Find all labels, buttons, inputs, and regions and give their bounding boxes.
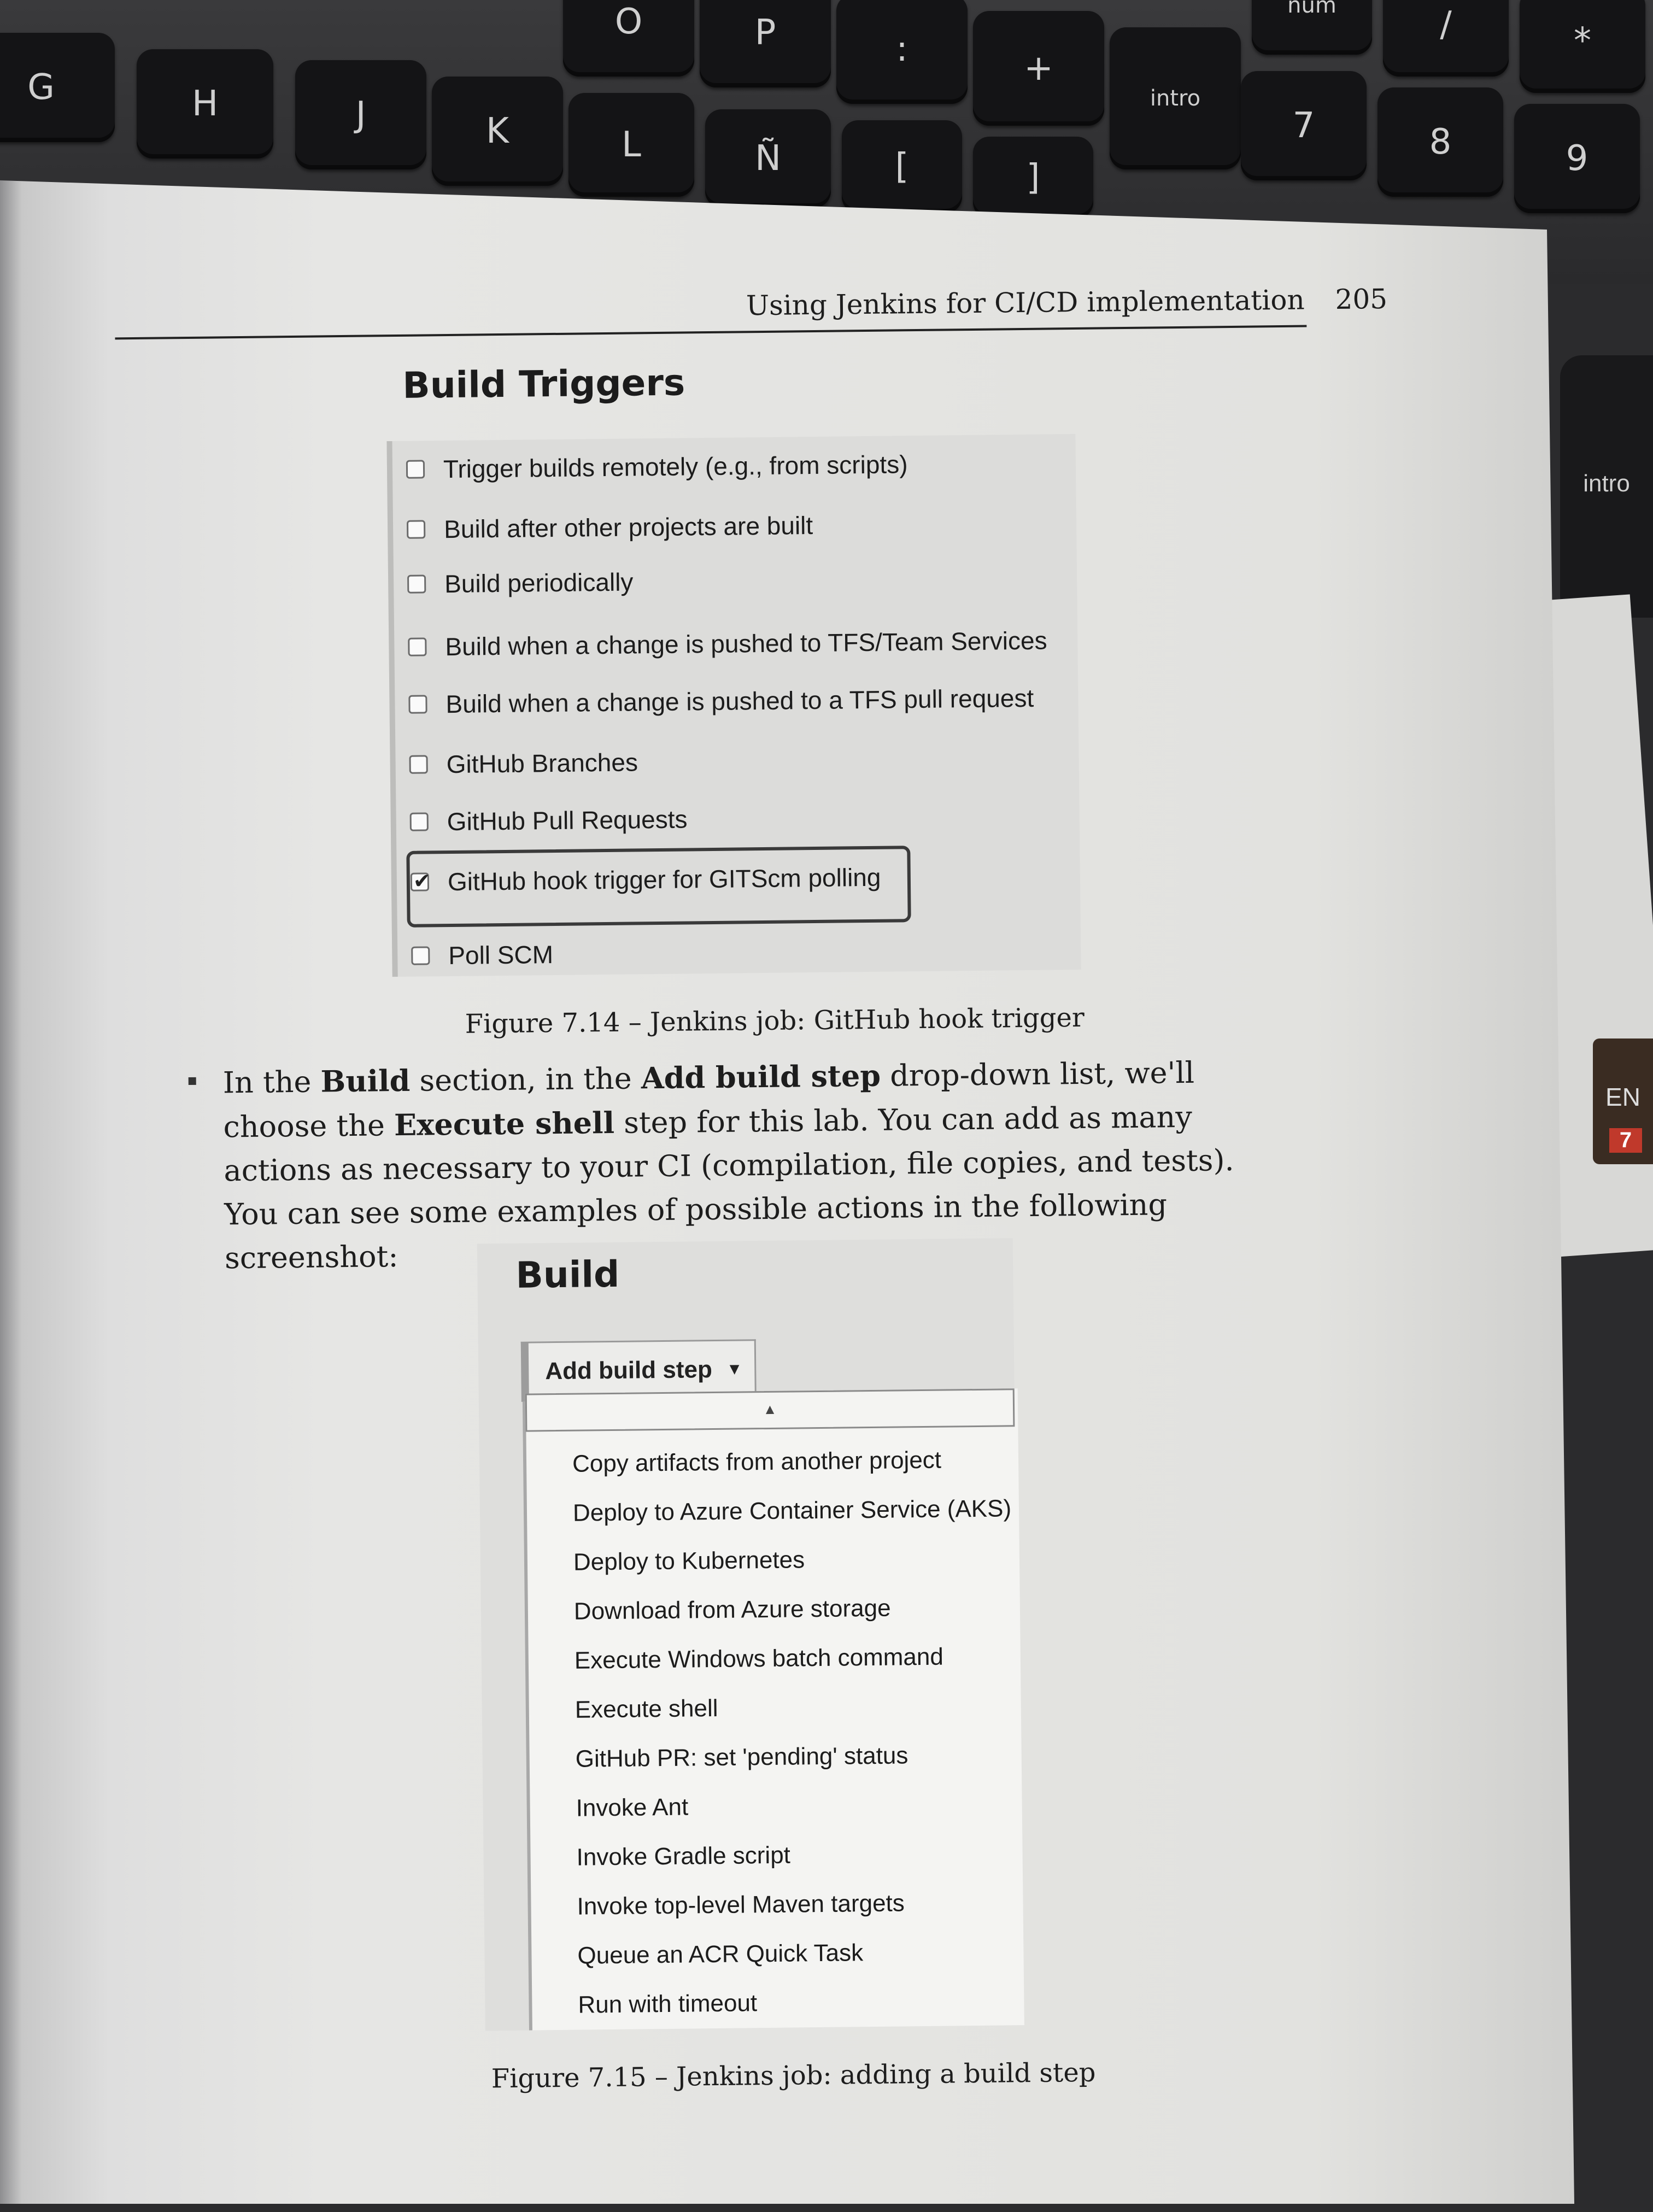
checkbox-icon[interactable] [408,695,427,713]
build-heading: Build [515,1253,620,1296]
key-9: 9 [1514,104,1640,213]
key-intro: intro [1110,27,1241,169]
build-triggers-heading: Build Triggers [402,361,685,407]
highlight-box [406,846,911,928]
key-n-tilde: Ñ [705,109,831,208]
trigger-option[interactable]: Build after other projects are built [407,511,813,544]
checkbox-icon[interactable] [409,755,427,773]
figure-caption-7-14: Figure 7.14 – Jenkins job: GitHub hook trigger [465,1002,1085,1040]
scroll-up-icon: ▲ [763,1400,777,1418]
trigger-option[interactable]: GitHub Branches [409,747,638,779]
key-7: 7 [1241,71,1367,180]
header-rule [115,325,1306,340]
menu-item-execute-shell[interactable]: Execute shell [575,1694,718,1723]
trigger-option[interactable]: Build when a change is pushed to TFS/Team Services [408,626,1047,662]
checkbox-icon[interactable] [407,520,425,538]
menu-item[interactable]: Queue an ACR Quick Task [577,1939,864,1969]
body-paragraph: In the Build section, in the Add build step drop-down list, we'll choose the Execute shell step for this lab. You can add as many actions as necessary to your CI (compilation, file copies, and tests). You can see some examples of possible actions in the following screenshot: [222,1055,1234,1276]
trigger-option[interactable]: Poll SCM [411,940,553,971]
menu-item[interactable]: Invoke Ant [576,1793,689,1822]
key-h: H [137,49,273,159]
menu-item[interactable]: Invoke Gradle script [576,1841,791,1871]
trigger-option[interactable]: Build periodically [407,567,634,599]
key-plus: + [973,11,1104,126]
page-number: 205 [1335,283,1388,316]
menu-item[interactable]: Run with timeout [578,1990,758,2019]
key-j: J [295,60,426,169]
trigger-option[interactable]: GitHub Pull Requests [409,804,687,836]
trigger-option[interactable]: Trigger builds remotely (e.g., from scripts) [406,449,908,484]
key-p: P [700,0,831,87]
key-k: K [432,77,563,186]
key-num: num [1252,0,1372,55]
menu-item[interactable]: Deploy to Kubernetes [573,1546,805,1576]
menu-item[interactable]: GitHub PR: set 'pending' status [575,1742,908,1773]
chevron-down-icon: ▼ [726,1360,743,1378]
menu-item[interactable]: Deploy to Azure Container Service (AKS) [572,1495,1012,1527]
checkbox-icon[interactable] [407,574,426,593]
figure-caption-7-15: Figure 7.15 – Jenkins job: adding a build step [491,2057,1096,2094]
checkbox-icon[interactable] [406,460,425,478]
trigger-option-github-hook[interactable]: ✔ GitHub hook trigger for GITScm polling [411,862,881,897]
running-title: Using Jenkins for CI/CD implementation [746,284,1305,322]
key-asterisk: * [1520,0,1645,93]
checkbox-icon[interactable] [408,637,426,656]
menu-item[interactable]: Execute Windows batch command [574,1643,944,1674]
trigger-option[interactable]: Build when a change is pushed to a TFS pull request [408,683,1034,719]
key-l: L [568,93,694,197]
key-bracket-open: [ [842,120,962,213]
menu-item[interactable]: Copy artifacts from another project [572,1446,942,1477]
checkbox-icon[interactable] [410,812,429,831]
key-8: 8 [1377,87,1503,197]
key-bracket-close: ] [973,137,1093,219]
menu-item[interactable]: Download from Azure storage [573,1594,891,1625]
menu-item[interactable]: Invoke top-level Maven targets [577,1890,905,1920]
add-build-step-button[interactable]: Add build step ▼ [521,1339,757,1401]
key-g: G [0,33,115,142]
bullet-icon [189,1077,196,1085]
running-header [746,283,1388,321]
key-colon: : [836,0,968,104]
key-o: O [563,0,694,77]
checkbox-icon[interactable] [411,946,430,965]
menu-scroll-up[interactable] [525,1388,1015,1431]
language-badge: EN 7 [1593,1038,1653,1164]
key-slash: / [1383,0,1509,77]
side-key: intro [1560,355,1653,618]
